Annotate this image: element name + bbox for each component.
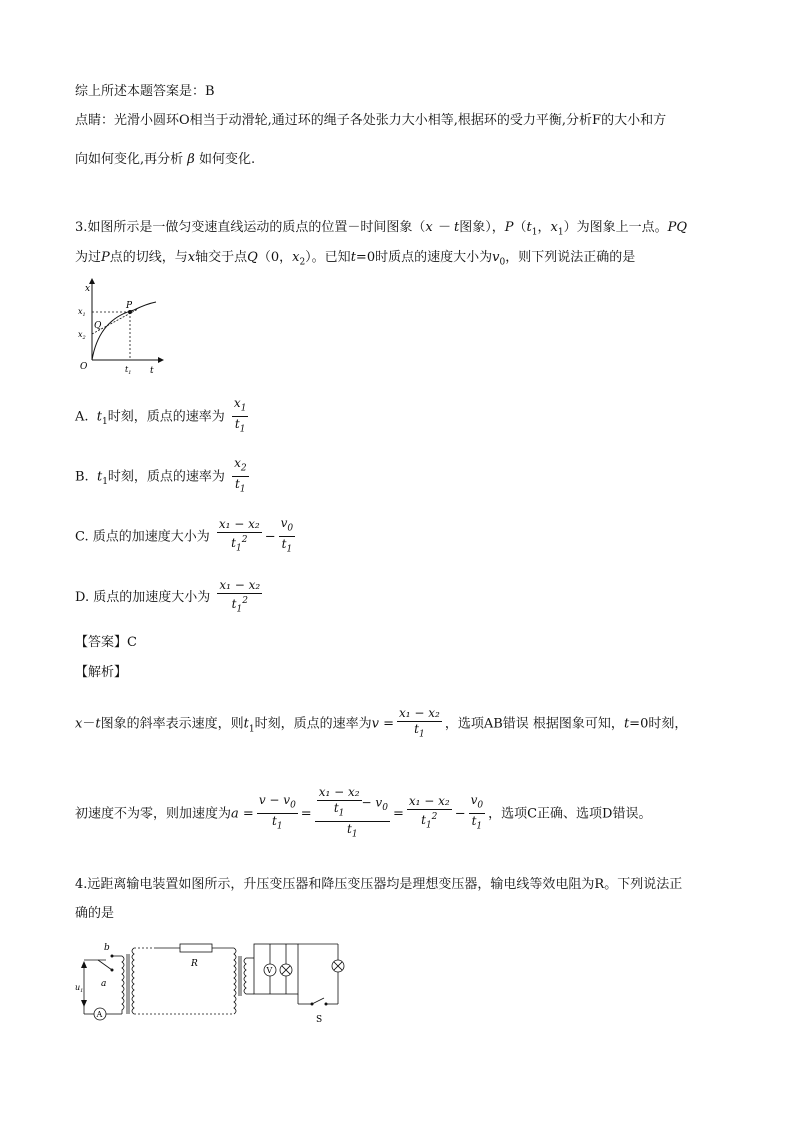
label-x1: $x_1$ bbox=[78, 307, 86, 318]
resistor-R bbox=[180, 944, 212, 952]
u1-arrow-head-top bbox=[81, 961, 87, 968]
label-Q: Q bbox=[94, 321, 102, 331]
option-C-fraction-1: $\frac{\text{x₁ − x₂}}{t_1^2}$ bbox=[218, 517, 260, 554]
label-R: R bbox=[191, 959, 198, 969]
analysis-line-2: 初速度不为零，则加速度为a = $\frac{v - v_0}{t_1}$ = $\frac{\text{x₁ − x₂}}{t_1}$ − $v_0$ $t_1$ = $\frac{\text{x₁ − x₂}}{t_1^2}$ − $\frac{v_0}{t_1}$ ，选项C正确、选项D错误。 bbox=[75, 785, 651, 843]
label-S: S bbox=[316, 1015, 323, 1025]
label-P: P bbox=[126, 301, 133, 311]
label-u1: $u_1$ bbox=[75, 983, 84, 994]
analysis-velocity-fraction: $\frac{\text{x₁ − x₂}}{t_1}$ bbox=[398, 706, 440, 740]
q3-line-1: 3.如图所示是一做匀变速直线运动的质点的位置－时间图象（x － t图象），$P(t_1$，$x_1$）为图象上一点。PQ bbox=[75, 220, 687, 238]
label-b: b bbox=[104, 943, 110, 953]
q3-line-2: 为过P点的切线，与x轴交于点Q（0，$x_2$）。已知t=0时质点的速度大小为$v_0$，则下列说法正确的是 bbox=[75, 250, 636, 268]
stepdown-secondary-coil bbox=[244, 958, 246, 994]
axis-t-label: t bbox=[150, 366, 154, 376]
origin-label: O bbox=[80, 362, 88, 372]
analysis-accel-compound-fraction: $\frac{\text{x₁ − x₂}}{t_1}$ − $v_0$ $t_1$ bbox=[315, 785, 390, 843]
switch-arm bbox=[98, 960, 112, 970]
note-line-1: 点睛：光滑小圆环O相当于动滑轮,通过环的绳子各处张力大小相等,根据环的受力平衡,分析F的大小和方 bbox=[75, 113, 667, 128]
t-axis-arrow bbox=[158, 357, 164, 363]
option-D: D. 质点的加速度大小为 $\frac{\text{x₁ − x₂}}{t_1^2}$ bbox=[75, 578, 265, 617]
option-B: B. $t_1$时刻，质点的速率为 $\frac{x_2}{t_1}$ bbox=[75, 456, 252, 498]
axis-x-label: x bbox=[85, 284, 91, 294]
curve bbox=[92, 302, 156, 360]
switch-S-arm bbox=[312, 998, 324, 1004]
q4-line-2: 确的是 bbox=[75, 906, 115, 921]
beta-symbol: β bbox=[187, 152, 195, 167]
transmission-circuit bbox=[74, 936, 354, 1026]
option-C: C. 质点的加速度大小为 $\frac{\text{x₁ − x₂}}{t_1^2}$ − $\frac{v_0}{t_1}$ bbox=[75, 516, 298, 558]
option-C-fraction-2: $\frac{v_0}{t_1}$ bbox=[280, 516, 294, 555]
answer-label: 【答案】C bbox=[75, 635, 137, 650]
q4-line-1: 4.远距离输电装置如图所示，升压变压器和降压变压器均是理想变压器，输电线等效电阻为R。下列说法正 bbox=[75, 877, 683, 892]
position-time-graph bbox=[74, 274, 168, 378]
analysis-accel-fraction-1: $\frac{v - v_0}{t_1}$ bbox=[258, 793, 296, 832]
note-line-2: 向如何变化,再分析 β 如何变化. bbox=[75, 152, 256, 167]
summary-line: 综上所述本题答案是：B bbox=[75, 84, 215, 99]
analysis-accel-fraction-4: $\frac{v_0}{t_1}$ bbox=[470, 793, 484, 832]
option-A-fraction: $\frac{x_1}{t_1}$ bbox=[233, 396, 247, 435]
stepdown-primary-coil bbox=[234, 948, 236, 1014]
label-a: a bbox=[101, 979, 107, 989]
label-x2: $x_2$ bbox=[78, 330, 86, 341]
ammeter-label: A bbox=[96, 1010, 103, 1019]
option-D-fraction: $\frac{\text{x₁ − x₂}}{t_1^2}$ bbox=[219, 578, 261, 615]
analysis-title: 【解析】 bbox=[75, 665, 128, 680]
analysis-accel-fraction-3: $\frac{\text{x₁ − x₂}}{t_1^2}$ bbox=[408, 794, 450, 831]
stepup-secondary-coil bbox=[132, 948, 134, 1014]
option-A: A. $t_1$时刻，质点的速率为 $\frac{x_1}{t_1}$ bbox=[75, 396, 251, 438]
label-t1: $t_1$ bbox=[125, 365, 132, 376]
voltmeter-label: V bbox=[266, 966, 273, 975]
analysis-line-1: x－t图象的斜率表示速度，则$t_1$时刻，质点的速率为v = $\frac{\text{x₁ − x₂}}{t_1}$ ，选项AB错误 根据图象可知，t=0时刻， bbox=[75, 706, 687, 742]
option-B-fraction: $\frac{x_2}{t_1}$ bbox=[234, 456, 247, 495]
stepup-primary-coil bbox=[122, 956, 124, 1014]
